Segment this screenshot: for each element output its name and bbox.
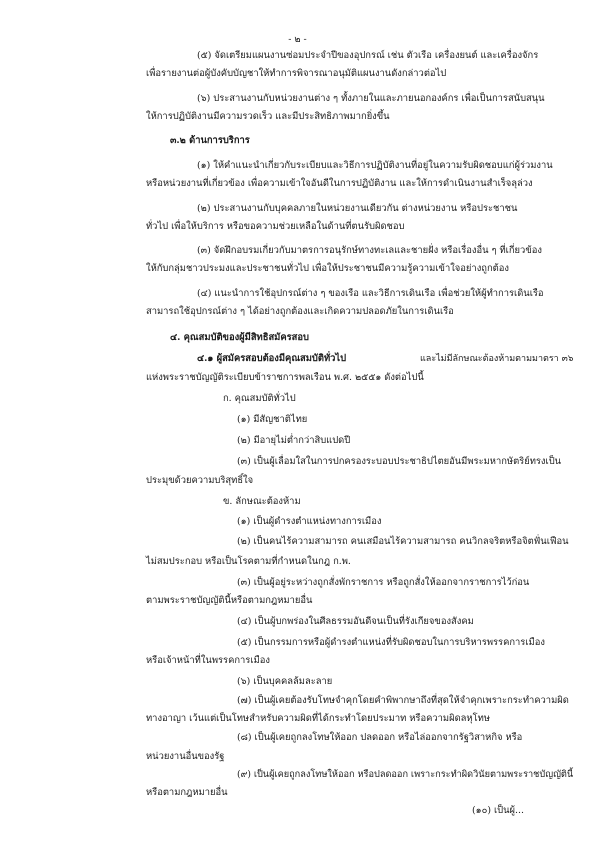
page-number: - ๒ - xyxy=(288,34,307,45)
text-line: (๔) แนะนำการใช้อุปกรณ์ต่าง ๆ ของเรือ และวิธีการเดินเรือ เพื่อช่วยให้ผู้ทำการเดินเรือ xyxy=(197,287,544,299)
text-line: ทั่วไป เพื่อให้บริการ หรือขอความช่วยเหลือในด้านที่ตนรับผิดชอบ xyxy=(146,220,405,232)
text-line: และไม่มีลักษณะต้องห้ามตามมาตรา ๓๖ xyxy=(420,354,574,365)
text-line: หน่วยงานอื่นของรัฐ xyxy=(146,750,225,762)
text-line: หรือเจ้าหน้าที่ในพรรคการเมือง xyxy=(146,655,270,667)
text-line: (๓) เป็นผู้เลื่อมใสในการปกครองระบอบประชาธิปไตยอันมีพระมหากษัตริย์ทรงเป็น xyxy=(237,455,562,467)
text-line: (๑) เป็นผู้ดำรงตำแหน่งทางการเมือง xyxy=(237,515,382,527)
text-line: ก. คุณสมบัติทั่วไป xyxy=(223,393,296,404)
text-line: (๓) เป็นผู้อยู่ระหว่างถูกสั่งพักราชการ หรือถูกสั่งให้ออกจากราชการไว้ก่อน xyxy=(237,577,530,589)
text-line: (๒) มีอายุไม่ต่ำกว่าสิบแปดปี xyxy=(237,434,351,446)
text-line: (๓) จัดฝึกอบรมเกี่ยวกับมาตรการอนุรักษ์ทางทะเลและชายฝั่ง หรือเรื่องอื่น ๆ ที่เกี่ยวข้อง xyxy=(197,245,542,257)
text-line: (๗) เป็นผู้เคยต้องรับโทษจำคุกโดยคำพิพากษาถึงที่สุดให้จำคุกเพราะกระทำความผิด xyxy=(237,695,569,707)
text-line: (๕) จัดเตรียมแผนงานซ่อมประจำปีของอุปกรณ์ เช่น ตัวเรือ เครื่องยนต์ และเครื่องจักร xyxy=(197,50,539,61)
text-line: (๘) เป็นผู้เคยถูกลงโทษให้ออก ปลดออก หรือไล่ออกจากรัฐวิสาหกิจ หรือ xyxy=(237,732,523,744)
text-line: (๒) เป็นคนไร้ความสามารถ คนเสมือนไร้ความสามารถ คนวิกลจริตหรือจิตฟั่นเฟือน xyxy=(237,536,569,548)
text-line: (๙) เป็นผู้เคยถูกลงโทษให้ออก หรือปลดออก เพราะกระทำผิดวินัยตามพระราชบัญญัตินี้ xyxy=(237,768,574,780)
text-line: ทางอาญา เว้นแต่เป็นโทษสำหรับความผิดที่ได้กระทำโดยประมาท หรือความผิดลหุโทษ xyxy=(146,713,490,725)
text-line: (๑) มีสัญชาติไทย xyxy=(237,413,308,425)
text-line: สามารถใช้อุปกรณ์ต่าง ๆ ได้อย่างถูกต้องและเกิดความปลอดภัยในการเดินเรือ xyxy=(146,305,454,317)
text-line: ให้การปฏิบัติงานมีความรวดเร็ว และมีประสิทธิภาพมากยิ่งขึ้น xyxy=(146,110,390,122)
continuation-marker: (๑๐) เป็นผู้... xyxy=(472,805,524,816)
text-line: เพื่อรายงานต่อผู้บังคับบัญชาให้ทำการพิจารณาอนุมัติแผนงานดังกล่าวต่อไป xyxy=(146,68,447,80)
text-line: (๖) เป็นบุคคลล้มละลาย xyxy=(237,676,333,688)
subsection-heading: ๔.๑ ผู้สมัครสอบต้องมีคุณสมบัติทั่วไป xyxy=(197,353,347,365)
section-heading: ๔. คุณสมบัติของผู้มีสิทธิสมัครสอบ xyxy=(170,332,309,344)
text-line: ประมุขด้วยความบริสุทธิ์ใจ xyxy=(146,474,254,486)
text-line: (๔) เป็นผู้บกพร่องในศีลธรรมอันดีจนเป็นที่รังเกียจของสังคม xyxy=(237,616,474,628)
text-line: ให้กับกลุ่มชาวประมงและประชาชนทั่วไป เพื่อให้ประชาชนมีความรู้ความเข้าใจอย่างถูกต้อง xyxy=(146,263,509,275)
text-line: ไม่สมประกอบ หรือเป็นโรคตามที่กำหนดในกฎ ก.พ. xyxy=(146,556,351,568)
text-line: หรือตามกฎหมายอื่น xyxy=(146,786,228,798)
text-line: ข. ลักษณะต้องห้าม xyxy=(223,495,301,507)
text-line: (๑) ให้คำแนะนำเกี่ยวกับระเบียบและวิธีการปฏิบัติงานที่อยู่ในความรับผิดชอบแก่ผู้ร่วมงาน xyxy=(197,159,553,171)
text-line: (๕) เป็นกรรมการหรือผู้ดำรงตำแหน่งที่รับผิดชอบในการบริหารพรรคการเมือง xyxy=(237,637,545,649)
text-line: ตามพระราชบัญญัตินี้หรือตามกฎหมายอื่น xyxy=(146,595,313,607)
text-line: (๖) ประสานงานกับหน่วยงานต่าง ๆ ทั้งภายในและภายนอกองค์กร เพื่อเป็นการสนับสนุน xyxy=(197,92,545,104)
text-line: (๒) ประสานงานกับบุคคลภายในหน่วยงานเดียวกัน ต่างหน่วยงาน หรือประชาชน xyxy=(197,202,518,214)
section-heading: ๓.๒ ด้านการบริการ xyxy=(170,135,250,147)
text-line: หรือหน่วยงานที่เกี่ยวข้อง เพื่อความเข้าใจอันดีในการปฏิบัติงาน และให้การดำเนินงานสำเร็จลุล่วง xyxy=(146,178,533,189)
text-line: แห่งพระราชบัญญัติระเบียบข้าราชการพลเรือน พ.ศ. ๒๕๕๑ ดังต่อไปนี้ xyxy=(146,372,424,384)
